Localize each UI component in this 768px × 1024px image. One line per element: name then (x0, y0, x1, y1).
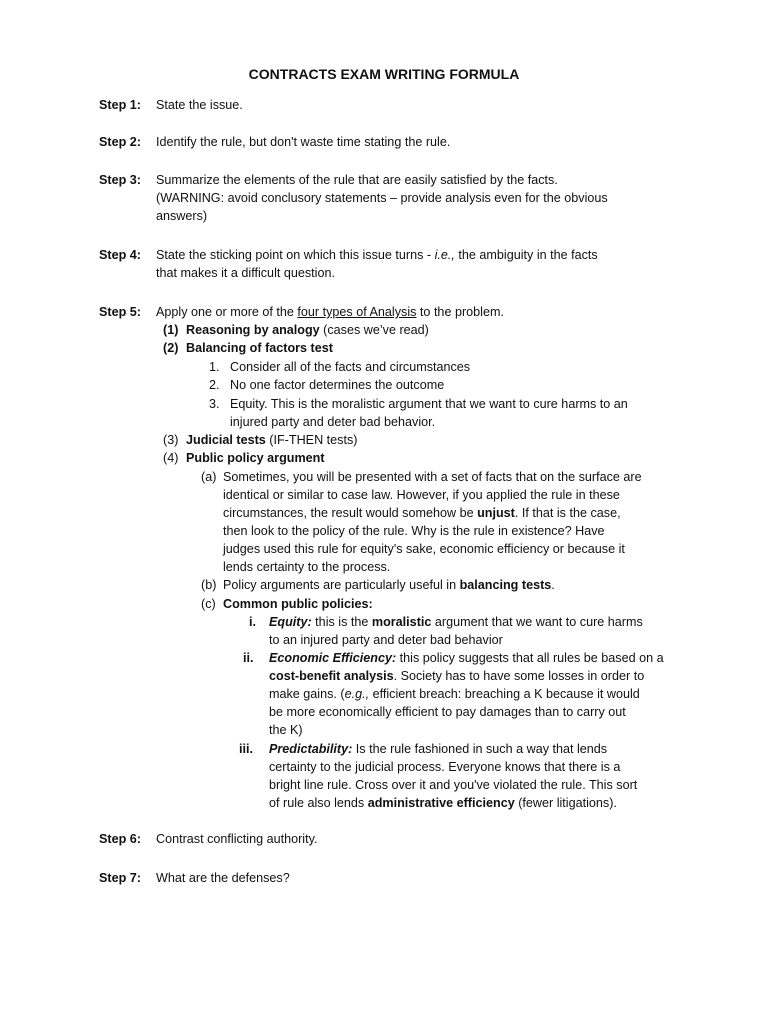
policy-efficiency-line: Economic Efficiency: this policy suggests that all rules be based on a (269, 651, 664, 665)
policy-a-line: then look to the policy of the rule. Why is the rule in existence? Have (223, 524, 605, 538)
analysis-type-2: Balancing of factors test (186, 341, 333, 355)
step-label: Step 7: (99, 871, 141, 885)
step-text-line: answers) (156, 209, 208, 223)
roman-num: iii. (239, 742, 253, 756)
sub-num: (a) (201, 470, 217, 484)
sub-num: (c) (201, 597, 216, 611)
step-text: Identify the rule, but don't waste time stating the rule. (156, 135, 451, 149)
step-text: State the issue. (156, 98, 243, 112)
policy-predictability-line: certainty to the judicial process. Everyone knows that there is a (269, 760, 621, 774)
analysis-type-4: Public policy argument (186, 451, 325, 465)
analysis-type-3: Judicial tests (IF-THEN tests) (186, 433, 358, 447)
step-text-line: State the sticking point on which this issue turns - i.e., the ambiguity in the facts (156, 248, 598, 262)
policy-efficiency-line: the K) (269, 723, 303, 737)
step-label: Step 3: (99, 173, 141, 187)
list-num: 3. (209, 397, 220, 411)
policy-a-line: identical or similar to case law. However, if you applied the rule in these (223, 488, 620, 502)
policy-b-line: Policy arguments are particularly useful in balancing tests. (223, 578, 555, 592)
sub-num: (b) (201, 578, 217, 592)
list-item-cont: injured party and deter bad behavior. (230, 415, 436, 429)
analysis-num: (2) (163, 341, 179, 355)
policy-a-line: circumstances, the result would somehow be unjust. If that is the case, (223, 506, 621, 520)
roman-num: ii. (243, 651, 254, 665)
analysis-num: (1) (163, 323, 179, 337)
step-label: Step 6: (99, 832, 141, 846)
step-text-line: Summarize the elements of the rule that are easily satisfied by the facts. (156, 173, 558, 187)
policy-a-line: Sometimes, you will be presented with a set of facts that on the surface are (223, 470, 642, 484)
list-item: No one factor determines the outcome (230, 378, 445, 392)
list-num: 2. (209, 378, 220, 392)
step-label: Step 2: (99, 135, 141, 149)
policy-equity-line: to an injured party and deter bad behavior (269, 633, 503, 647)
step-text-line: (WARNING: avoid conclusory statements – provide analysis even for the obvious (156, 191, 608, 205)
analysis-num: (3) (163, 433, 179, 447)
list-item: Equity. This is the moralistic argument that we want to cure harms to an (230, 397, 628, 411)
step-text-line: Apply one or more of the four types of Analysis to the problem. (156, 305, 504, 319)
roman-num: i. (249, 615, 256, 629)
policy-equity-line: Equity: this is the moralistic argument that we want to cure harms (269, 615, 643, 629)
list-num: 1. (209, 360, 220, 374)
policy-c-heading: Common public policies: (223, 597, 373, 611)
policy-a-line: lends certainty to the process. (223, 560, 391, 574)
policy-predictability-line: Predictability: Is the rule fashioned in such a way that lends (269, 742, 608, 756)
step-label: Step 1: (99, 98, 141, 112)
step-label: Step 5: (99, 305, 141, 319)
policy-a-line: judges used this rule for equity's sake, economic efficiency or because it (223, 542, 625, 556)
policy-efficiency-line: cost-benefit analysis. Society has to have some losses in order to (269, 669, 645, 683)
step-text-line: that makes it a difficult question. (156, 266, 335, 280)
step-5 (99, 303, 699, 823)
policy-efficiency-line: make gains. (e.g., efficient breach: breaching a K because it would (269, 687, 640, 701)
policy-efficiency-line: be more economically efficient to pay damages than to carry out (269, 705, 626, 719)
document-title: CONTRACTS EXAM WRITING FORMULA (248, 66, 520, 82)
step-text: Contrast conflicting authority. (156, 832, 318, 846)
analysis-num: (4) (163, 451, 179, 465)
policy-predictability-line: bright line rule. Cross over it and you've violated the rule. This sort (269, 778, 638, 792)
step-label: Step 4: (99, 248, 141, 262)
step-text: What are the defenses? (156, 871, 290, 885)
policy-predictability-line: of rule also lends administrative efficiency (fewer litigations). (269, 796, 617, 810)
analysis-type-1: Reasoning by analogy (cases we’ve read) (186, 323, 429, 337)
four-types-link-text: four types of Analysis (297, 305, 417, 319)
list-item: Consider all of the facts and circumstances (230, 360, 471, 374)
